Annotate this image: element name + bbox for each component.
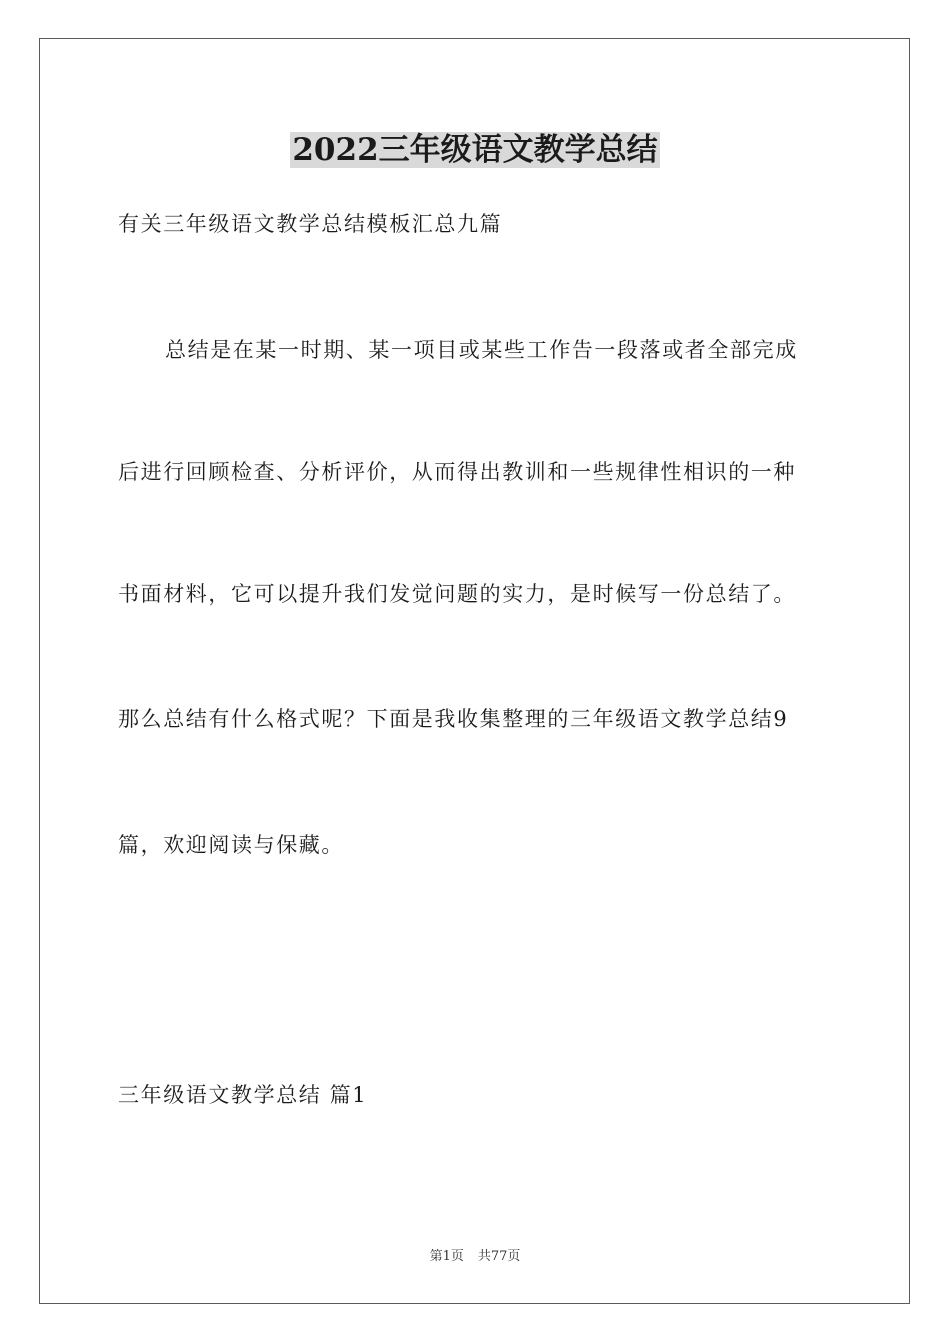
document-subtitle: 有关三年级语文教学总结模板汇总九篇 [118, 212, 503, 236]
title-text: 2022三年级语文教学总结 [292, 132, 658, 168]
document-title [0, 124, 950, 176]
page-total: 共77页 [477, 1249, 521, 1264]
body-line-3: 书面材料，它可以提升我们发觉问题的实力，是时候写一份总结了。 [118, 582, 796, 606]
page-number: 第1页 [429, 1249, 464, 1264]
page-footer [0, 1247, 950, 1267]
body-line-4: 那么总结有什么格式呢？下面是我收集整理的三年级语文教学总结9 [118, 707, 789, 731]
body-line-1: 总结是在某一时期、某一项目或某些工作告一段落或者全部完成 [165, 338, 798, 362]
body-line-5: 篇，欢迎阅读与保藏。 [118, 833, 344, 857]
body-line-2: 后进行回顾检查、分析评价，从而得出教训和一些规律性相识的一种 [118, 460, 796, 484]
section-heading: 三年级语文教学总结 篇1 [118, 1083, 368, 1107]
